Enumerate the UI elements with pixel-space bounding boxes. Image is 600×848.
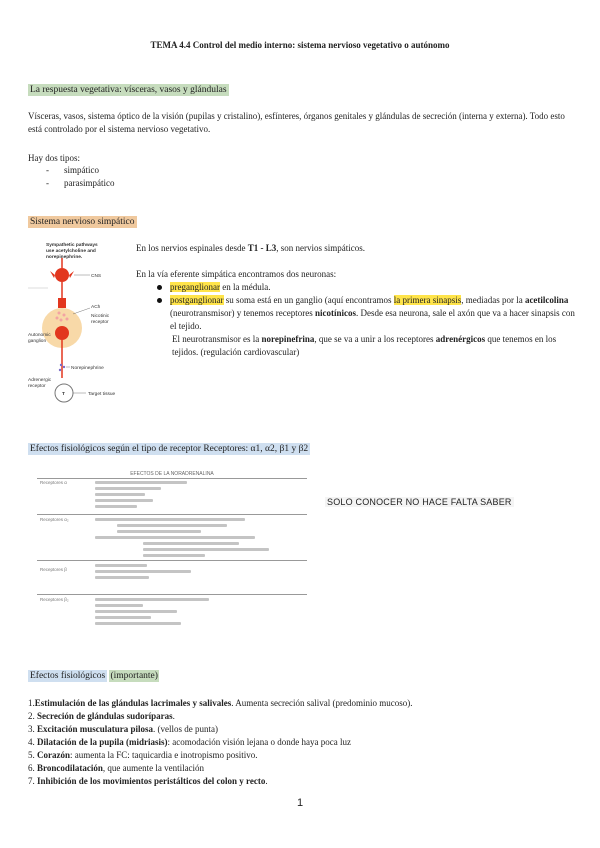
nicotinic-label-line1: Nicotinic xyxy=(91,314,110,319)
section-heading-sympathetic xyxy=(28,216,137,227)
table-row-label: Receptores α xyxy=(40,480,67,485)
types-list xyxy=(46,164,114,190)
vegetative-paragraph: Vísceras, vasos, sistema óptico de la visión (pupilas y cristalino), esfínteres, órganos genitales y glándulas de secreción (interna y externa). Todo esto está controlado por el sistema nervioso vegetativo. xyxy=(28,111,565,134)
item-bold: Broncodilatación xyxy=(37,763,103,773)
section-heading-label: Efectos fisiológicos según el tipo de receptor Receptores: α1, α2, β1 y β2 xyxy=(30,444,309,454)
nicotinic-label-line2: receptor xyxy=(91,320,109,325)
item-bold: Estimulación de las glándulas lacrimales y salivales xyxy=(34,698,232,708)
section-heading-label: La respuesta vegetativa: vísceras, vasos y glándulas xyxy=(30,85,227,95)
bullet-preganglionar xyxy=(136,281,576,294)
table-title: EFECTOS DE LA NORADRENALINA xyxy=(130,471,214,477)
sympathetic-pathway-figure xyxy=(28,238,134,408)
figure-title-line3: norepinephrine. xyxy=(46,255,83,260)
bold-norepinefrina: norepinefrina xyxy=(261,334,315,344)
bullet-text: , mediadas por la xyxy=(461,295,525,305)
item-text: . xyxy=(265,776,268,786)
adrenergic-label-line2: receptor xyxy=(28,384,46,389)
efferent-intro: En la vía eferente simpática encontramos dos neuronas: xyxy=(136,269,337,279)
item-bold: Secreción de glándulas sudoríparas xyxy=(37,711,173,721)
list-item xyxy=(28,710,588,723)
list-item xyxy=(46,177,114,190)
spinal-text: En los nervios espinales desde xyxy=(136,243,248,253)
item-text: . Aumenta secreción salival (predominio mucoso). xyxy=(231,698,413,708)
postganglionic-soma xyxy=(55,326,69,340)
item-text: . xyxy=(172,711,175,721)
item-bold: Corazón xyxy=(37,750,70,760)
bullet-text: en la médula. xyxy=(219,282,271,292)
table-row xyxy=(37,594,307,595)
item-text: : acomodación visión lejana o donde haya poca luz xyxy=(167,737,351,747)
item-number: 6. xyxy=(28,763,37,773)
page-title: TEMA 4.4 Control del medio interno: sistema nervioso vegetativo o autónomo xyxy=(150,40,450,50)
cns-label: CNS xyxy=(91,274,102,279)
ganglion-label-line1: Autonomic xyxy=(28,333,51,338)
item-number: 1. xyxy=(28,698,35,708)
adrenergic-label-line1: Adrenergic xyxy=(28,378,52,383)
list-item xyxy=(28,723,588,736)
item-text: . (vellos de punta) xyxy=(153,724,218,734)
table-row-label: Receptores β xyxy=(40,567,67,572)
table-row xyxy=(37,560,307,561)
item-text: : aumenta la FC: taquicardia e inotropismo positivo. xyxy=(70,750,258,760)
bullet-text: . Desde esa neurona, sale el axón que va a hacer sinapsis con el tejido. xyxy=(170,308,575,331)
list-item xyxy=(28,736,588,749)
types-intro: Hay dos tipos: xyxy=(28,153,81,163)
item-number: 3. xyxy=(28,724,37,734)
neuro-text: , que se va a unir a los receptores xyxy=(314,334,436,344)
list-item-text: parasimpático xyxy=(64,178,115,188)
figure-title-line2: use acetylcholine and xyxy=(46,249,96,254)
list-item xyxy=(28,762,588,775)
item-number: 5. xyxy=(28,750,37,760)
table-row-label: Receptores β₂ xyxy=(40,597,69,602)
list-item xyxy=(28,697,588,710)
bold-adrenergicos: adrenérgicos xyxy=(435,334,486,344)
section-heading-label: Efectos fisiológicos xyxy=(30,671,106,681)
list-item xyxy=(28,749,588,762)
sympathetic-text-block xyxy=(136,242,576,359)
list-dash: - xyxy=(46,178,49,188)
table-row-label: Receptores α₂ xyxy=(40,517,69,522)
ganglion-label-line2: ganglion xyxy=(28,339,47,344)
list-item-text: simpático xyxy=(64,165,99,175)
item-bold: Excitación musculatura pilosa xyxy=(37,724,154,734)
spinal-range: T1 - L3 xyxy=(247,243,277,253)
bullet-text: (neurotransmisor) y tenemos receptores xyxy=(170,308,315,318)
section-heading-important: (importante) xyxy=(110,671,158,681)
highlight-preganglionar: preganglionar xyxy=(170,282,220,292)
effects-list xyxy=(28,697,588,788)
list-item xyxy=(46,164,114,177)
preganglionic-soma xyxy=(55,268,69,282)
item-text: , que aumente la ventilación xyxy=(102,763,205,773)
section-heading-label: Sistema nervioso simpático xyxy=(30,217,135,227)
bullet-postganglionar xyxy=(136,294,576,333)
spinal-text-after: , son nervios simpáticos. xyxy=(276,243,365,253)
target-tissue-label: Target tissue xyxy=(88,392,116,397)
target-t-label: T xyxy=(62,392,65,397)
ach-label: ACh xyxy=(91,305,101,310)
noradrenaline-effects-table xyxy=(37,471,307,633)
study-note: SOLO CONOCER NO HACE FALTA SABER xyxy=(327,497,512,507)
list-item xyxy=(28,775,588,788)
table-row xyxy=(37,478,307,479)
section-heading-physiological-effects xyxy=(28,670,159,681)
table-row xyxy=(37,514,307,515)
spinal-nerves-line xyxy=(136,242,576,255)
item-number: 2. xyxy=(28,711,37,721)
neuro-text: El neurotransmisor es la xyxy=(172,334,262,344)
section-heading-vegetative xyxy=(28,84,229,95)
item-bold: Inhibición de los movimientos peristálticos del colon y recto xyxy=(37,776,266,786)
bold-nicotinicos: nicotínicos xyxy=(314,308,356,318)
item-number: 4. xyxy=(28,737,37,747)
figure-title-line1: Sympathetic pathways xyxy=(46,243,98,248)
bullet-text: su soma está en un ganglio (aquí encontramos xyxy=(223,295,394,305)
norepinephrine-label: Norepinephrine xyxy=(71,366,104,371)
section-heading-receptor-effects xyxy=(28,443,310,454)
neuro-text: que tenemos en los tejidos. (regulación cardiovascular) xyxy=(172,334,557,357)
item-number: 7. xyxy=(28,776,37,786)
highlight-postganglionar: postganglionar xyxy=(170,295,224,305)
neurotransmitter-line xyxy=(136,333,576,359)
list-dash: - xyxy=(46,165,49,175)
page-number: 1 xyxy=(296,797,304,809)
bold-acetilcolina: acetilcolina xyxy=(524,295,569,305)
item-bold: Dilatación de la pupila (midriasis) xyxy=(37,737,168,747)
highlight-first-synapse: la primera sinapsis xyxy=(393,295,462,305)
